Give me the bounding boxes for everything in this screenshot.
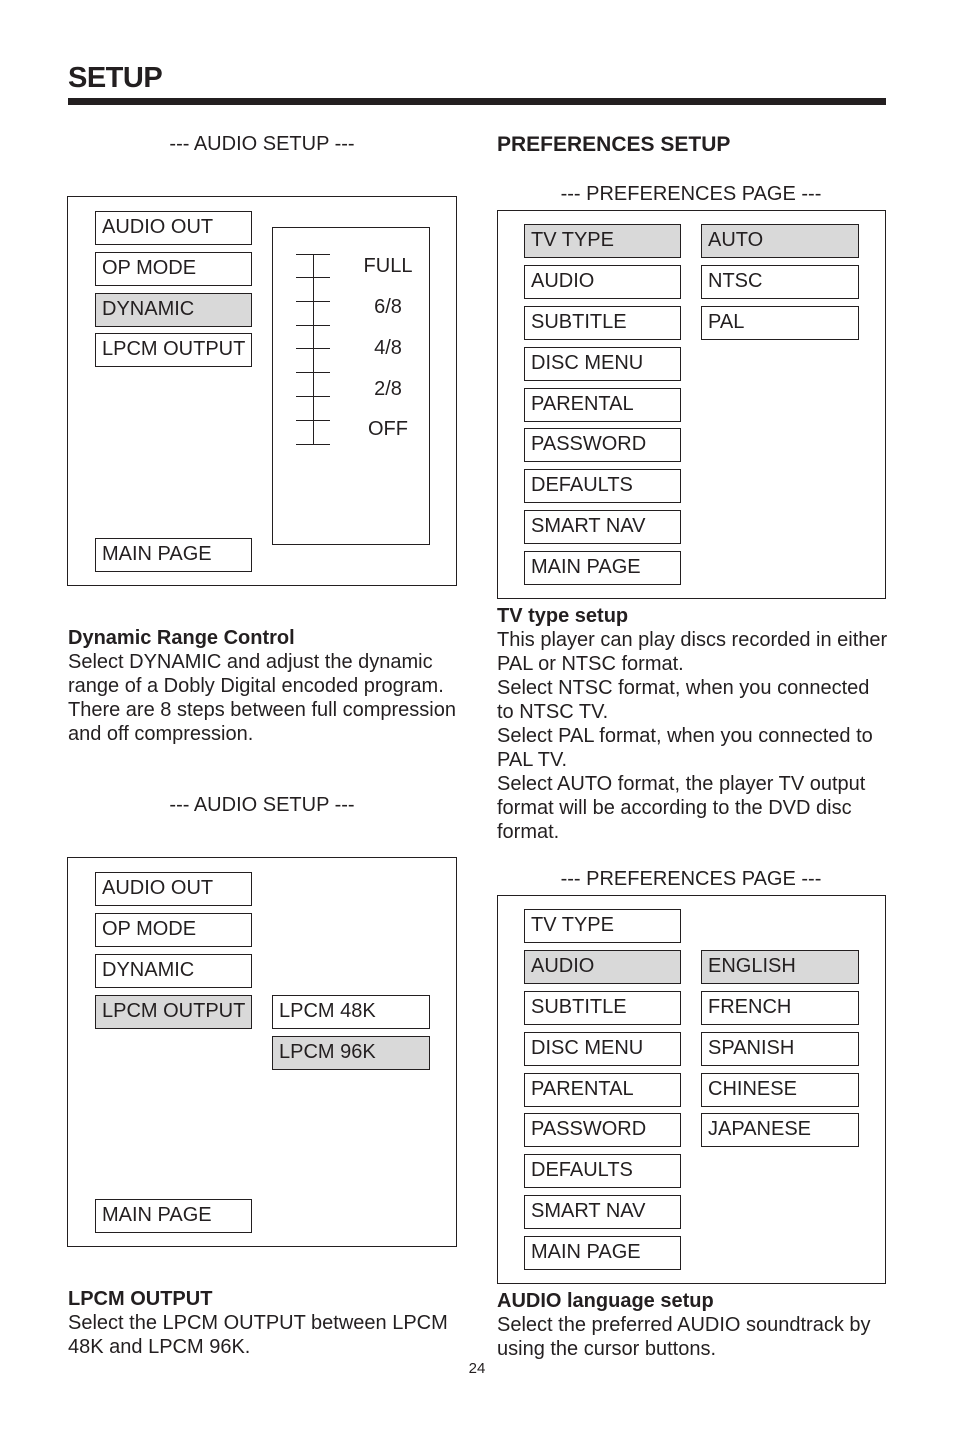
preferences-heading: PREFERENCES SETUP xyxy=(497,133,731,156)
scale-tick xyxy=(296,444,330,445)
preferences-page-caption-2: --- PREFERENCES PAGE --- xyxy=(560,868,822,890)
audio-language-heading: AUDIO language setup xyxy=(497,1290,714,1312)
scale-label-full[interactable]: FULL xyxy=(363,255,413,277)
scale-tick xyxy=(296,372,330,373)
option-pal[interactable]: PAL xyxy=(701,306,859,340)
title-rule xyxy=(68,98,886,105)
scale-tick xyxy=(296,277,330,278)
pref-item-disc-menu[interactable]: DISC MENU xyxy=(524,347,681,381)
lpcm-output-description xyxy=(68,1287,463,1359)
dynamic-range-body: Select DYNAMIC and adjust the dynamic range of a Dobly Digital encoded program. There are 8 steps between full compression and off compression. xyxy=(68,651,456,745)
pref-item-subtitle[interactable]: SUBTITLE xyxy=(524,306,681,340)
tv-type-description xyxy=(497,604,889,844)
option-chinese[interactable]: CHINESE xyxy=(701,1073,859,1107)
pref-item-tv-type[interactable]: TV TYPE xyxy=(524,224,681,258)
pref-item-defaults[interactable]: DEFAULTS xyxy=(524,1154,681,1188)
pref-item-smart-nav[interactable]: SMART NAV xyxy=(524,1195,681,1229)
pref-item-parental[interactable]: PARENTAL xyxy=(524,1073,681,1107)
audio-setup-panel-2 xyxy=(67,857,457,1247)
lpcm-output-body: Select the LPCM OUTPUT between LPCM 48K and LPCM 96K. xyxy=(68,1312,448,1358)
dynamic-range-scale xyxy=(272,227,430,545)
pref-item-main-page[interactable]: MAIN PAGE xyxy=(524,551,681,585)
audio-setup-caption: --- AUDIO SETUP --- xyxy=(169,133,355,155)
option-lpcm-96k[interactable]: LPCM 96K xyxy=(272,1036,430,1070)
scale-tick xyxy=(296,396,330,397)
option-lpcm-48k[interactable]: LPCM 48K xyxy=(272,995,430,1029)
pref-item-audio[interactable]: AUDIO xyxy=(524,950,681,984)
menu-item-op-mode[interactable]: OP MODE xyxy=(95,913,252,947)
tv-type-line: Select PAL format, when you connected to PAL TV. xyxy=(497,725,873,771)
page-title: SETUP xyxy=(68,62,163,94)
option-french[interactable]: FRENCH xyxy=(701,991,859,1025)
tv-type-line: Select AUTO format, the player TV output format will be according to the DVD disc format. xyxy=(497,773,866,843)
option-japanese[interactable]: JAPANESE xyxy=(701,1113,859,1147)
menu-item-lpcm-output[interactable]: LPCM OUTPUT xyxy=(95,995,252,1029)
option-auto[interactable]: AUTO xyxy=(701,224,859,258)
lpcm-output-heading: LPCM OUTPUT xyxy=(68,1288,213,1310)
scale-tick xyxy=(296,325,330,326)
main-page-button[interactable]: MAIN PAGE xyxy=(95,1199,252,1233)
pref-item-main-page[interactable]: MAIN PAGE xyxy=(524,1236,681,1270)
pref-item-password[interactable]: PASSWORD xyxy=(524,428,681,462)
page-number: 24 xyxy=(468,1360,486,1377)
pref-item-disc-menu[interactable]: DISC MENU xyxy=(524,1032,681,1066)
pref-item-password[interactable]: PASSWORD xyxy=(524,1113,681,1147)
tv-type-heading: TV type setup xyxy=(497,605,629,627)
dynamic-range-heading: Dynamic Range Control xyxy=(68,627,295,649)
preferences-page-caption: --- PREFERENCES PAGE --- xyxy=(560,183,822,205)
option-english[interactable]: ENGLISH xyxy=(701,950,859,984)
pref-item-smart-nav[interactable]: SMART NAV xyxy=(524,510,681,544)
audio-setup-caption-2: --- AUDIO SETUP --- xyxy=(169,794,355,816)
scale-tick xyxy=(296,301,330,302)
audio-language-description xyxy=(497,1289,889,1361)
option-ntsc[interactable]: NTSC xyxy=(701,265,859,299)
scale-label-6-8[interactable]: 6/8 xyxy=(374,296,402,318)
main-page-button[interactable]: MAIN PAGE xyxy=(95,538,252,572)
scale-track xyxy=(313,254,314,444)
preferences-panel-2 xyxy=(497,895,886,1284)
option-spanish[interactable]: SPANISH xyxy=(701,1032,859,1066)
tv-type-line: This player can play discs recorded in either PAL or NTSC format. xyxy=(497,629,888,675)
scale-label-4-8[interactable]: 4/8 xyxy=(374,337,402,359)
pref-item-subtitle[interactable]: SUBTITLE xyxy=(524,991,681,1025)
preferences-panel xyxy=(497,210,886,599)
pref-item-defaults[interactable]: DEFAULTS xyxy=(524,469,681,503)
scale-label-2-8[interactable]: 2/8 xyxy=(374,378,402,400)
dynamic-range-description xyxy=(68,626,463,746)
scale-label-off[interactable]: OFF xyxy=(368,418,408,440)
scale-tick xyxy=(296,348,330,349)
pref-item-audio[interactable]: AUDIO xyxy=(524,265,681,299)
menu-item-audio-out[interactable]: AUDIO OUT xyxy=(95,872,252,906)
scale-tick xyxy=(296,254,330,255)
pref-item-parental[interactable]: PARENTAL xyxy=(524,388,681,422)
audio-language-body: Select the preferred AUDIO soundtrack by using the cursor buttons. xyxy=(497,1314,871,1360)
menu-item-dynamic[interactable]: DYNAMIC xyxy=(95,954,252,988)
menu-item-lpcm-output[interactable]: LPCM OUTPUT xyxy=(95,333,252,367)
audio-setup-panel xyxy=(67,196,457,586)
menu-item-op-mode[interactable]: OP MODE xyxy=(95,252,252,286)
menu-item-dynamic[interactable]: DYNAMIC xyxy=(95,293,252,327)
tv-type-line: Select NTSC format, when you connected to NTSC TV. xyxy=(497,677,870,723)
pref-item-tv-type[interactable]: TV TYPE xyxy=(524,909,681,943)
menu-item-audio-out[interactable]: AUDIO OUT xyxy=(95,211,252,245)
scale-tick xyxy=(296,420,330,421)
